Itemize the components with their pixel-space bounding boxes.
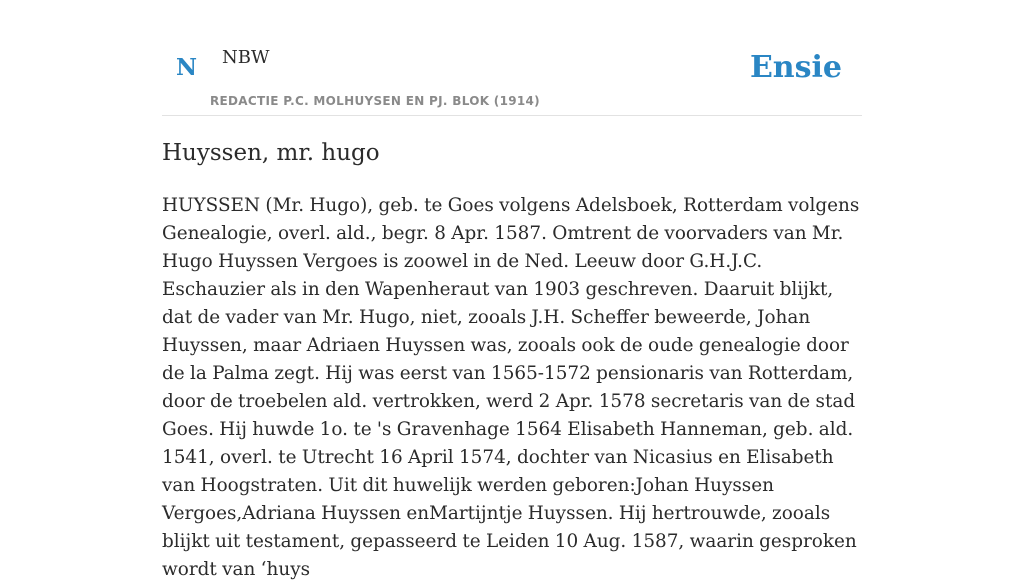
header bbox=[162, 0, 862, 116]
article-title: Huyssen, mr. hugo bbox=[162, 140, 380, 166]
editors-line: REDACTIE P.C. MOLHUYSEN EN PJ. BLOK (1914) bbox=[210, 94, 540, 108]
brand-logo-link[interactable]: Ensie bbox=[749, 50, 842, 85]
source-logo[interactable]: N bbox=[176, 54, 198, 81]
source-name[interactable]: NBW bbox=[222, 47, 270, 68]
article-body: HUYSSEN (Mr. Hugo), geb. te Goes volgens Adelsboek, Rotterdam volgens Genealogie, overl. ald., begr. 8 Apr. 1587. Omtrent de voorvaders van Mr. Hugo Huyssen Vergoes is zoowel in de Ned. Leeuw door G.H.J.C. Eschauzier als in den Wapenheraut van 1903 geschreven. Daaruit blijkt, dat de vader van Mr. Hugo, niet, zooals J.H. Scheffer beweerde, Johan Huyssen, maar Adriaen Huyssen was, zooals ook de oude genealogie door de la Palma zegt. Hij was eerst van 1565-1572 pensionaris van Rotterdam, door de troebelen ald. vertrokken, werd 2 Apr. 1578 secretaris van de stad Goes. Hij huwde 1o. te 's Gravenhage 1564 Elisabeth Hanneman, geb. ald. 1541, overl. te Utrecht 16 April 1574, dochter van Nicasius en Elisabeth van Hoogstraten. Uit dit huwelijk werden geboren:Johan Huyssen Vergoes,Adriana Huyssen enMartijntje Huyssen. Hij hertrouwde, zooals blijkt uit testament, gepasseerd te Leiden 10 Aug. 1587, waarin gesproken wordt van ‘huys bbox=[162, 195, 860, 580]
